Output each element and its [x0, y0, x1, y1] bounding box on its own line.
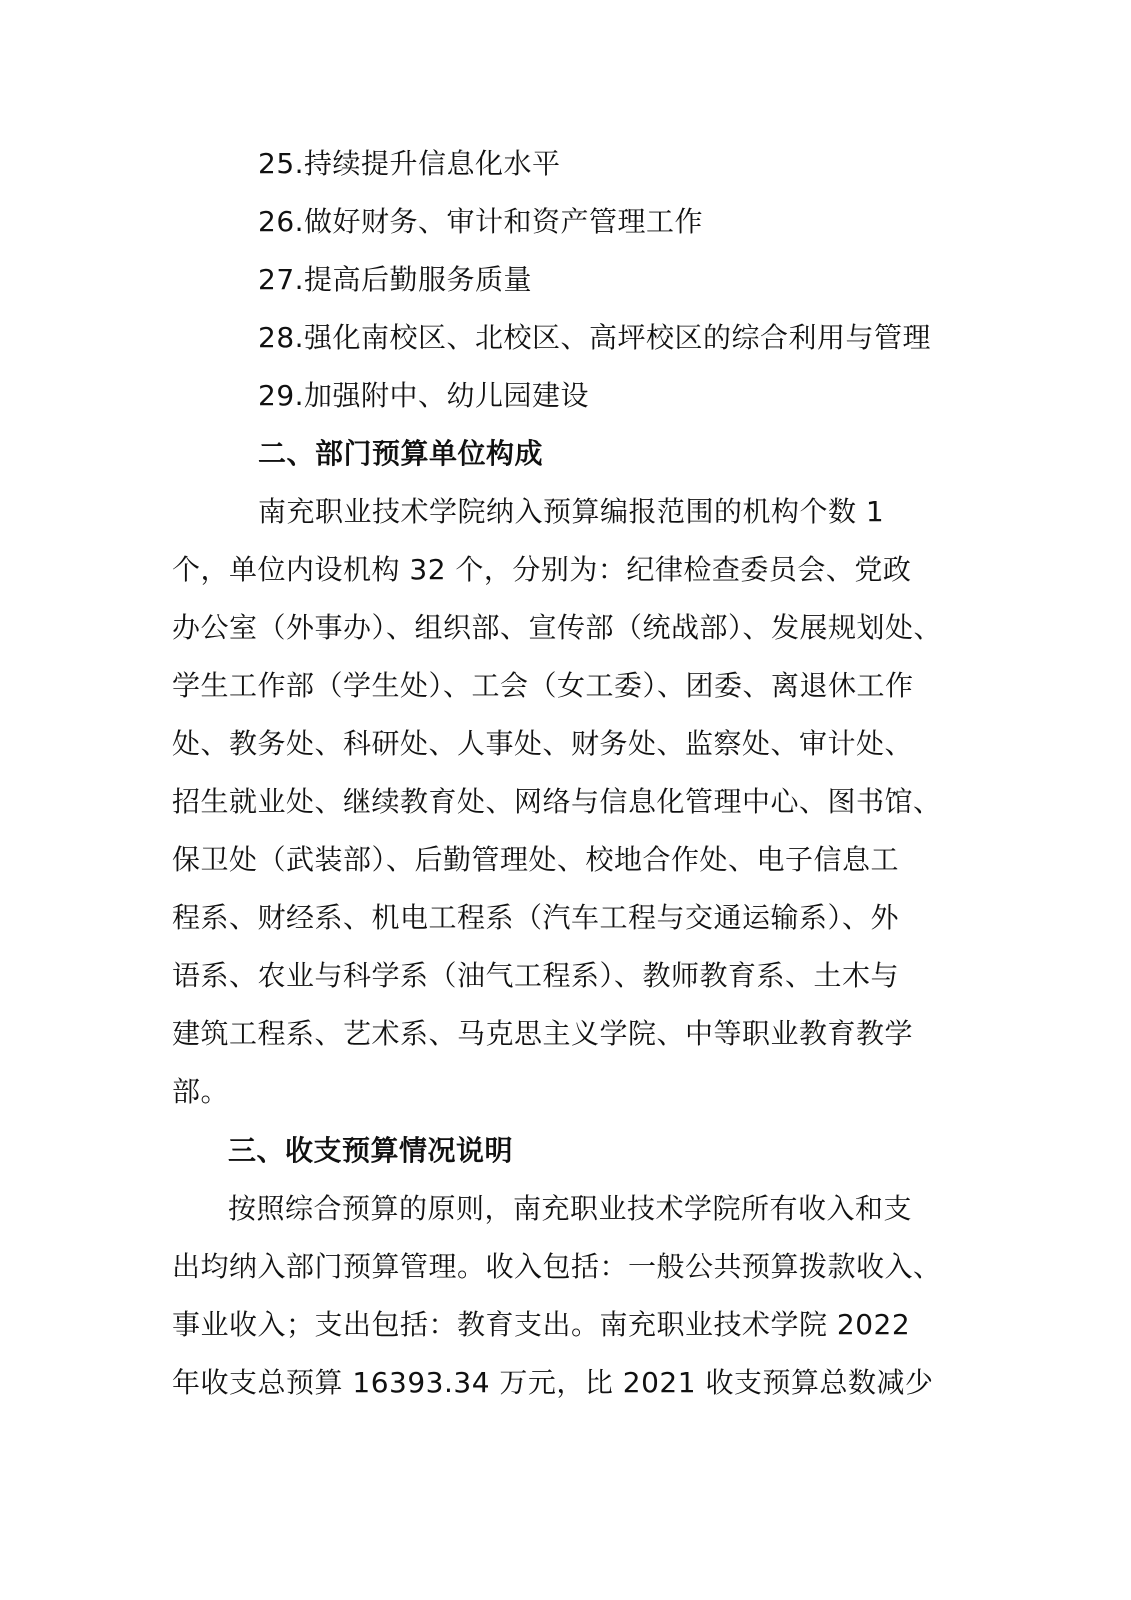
list-item-27: 27.提高后勤服务质量 [258, 263, 533, 296]
paragraph-line: 学生工作部（学生处）、工会（女工委）、团委、离退休工作 [172, 669, 914, 702]
section-heading-budget-explanation: 三、收支预算情况说明 [228, 1134, 514, 1167]
paragraph-line: 建筑工程系、艺术系、马克思主义学院、中等职业教育教学 [172, 1017, 914, 1050]
list-item-26: 26.做好财务、审计和资产管理工作 [258, 205, 704, 238]
paragraph-line: 南充职业技术学院纳入预算编报范围的机构个数 1 [258, 495, 885, 528]
section-heading-unit-composition: 二、部门预算单位构成 [258, 437, 544, 470]
paragraph-line: 保卫处（武装部）、后勤管理处、校地合作处、电子信息工 [172, 843, 900, 876]
paragraph-line: 出均纳入部门预算管理。收入包括：一般公共预算拨款收入、 [172, 1250, 942, 1283]
paragraph-line: 招生就业处、继续教育处、网络与信息化管理中心、图书馆、 [172, 785, 942, 818]
paragraph-line: 按照综合预算的原则，南充职业技术学院所有收入和支 [228, 1192, 913, 1225]
paragraph-line: 事业收入；支出包括：教育支出。南充职业技术学院 2022 [172, 1308, 911, 1341]
list-item-25: 25.持续提升信息化水平 [258, 147, 561, 180]
paragraph-line: 个，单位内设机构 32 个，分别为：纪律检查委员会、党政 [172, 553, 912, 586]
paragraph-line: 年收支总预算 16393.34 万元，比 2021 收支预算总数减少 [172, 1366, 934, 1399]
paragraph-line: 语系、农业与科学系（油气工程系）、教师教育系、土木与 [172, 959, 900, 992]
paragraph-line: 部。 [172, 1075, 230, 1108]
paragraph-line: 程系、财经系、机电工程系（汽车工程与交通运输系）、外 [172, 901, 900, 934]
paragraph-line: 办公室（外事办）、组织部、宣传部（统战部）、发展规划处、 [172, 611, 943, 644]
list-item-28: 28.强化南校区、北校区、高坪校区的综合利用与管理 [258, 321, 932, 354]
list-item-29: 29.加强附中、幼儿园建设 [258, 379, 590, 412]
paragraph-line: 处、教务处、科研处、人事处、财务处、监察处、审计处、 [172, 727, 914, 760]
